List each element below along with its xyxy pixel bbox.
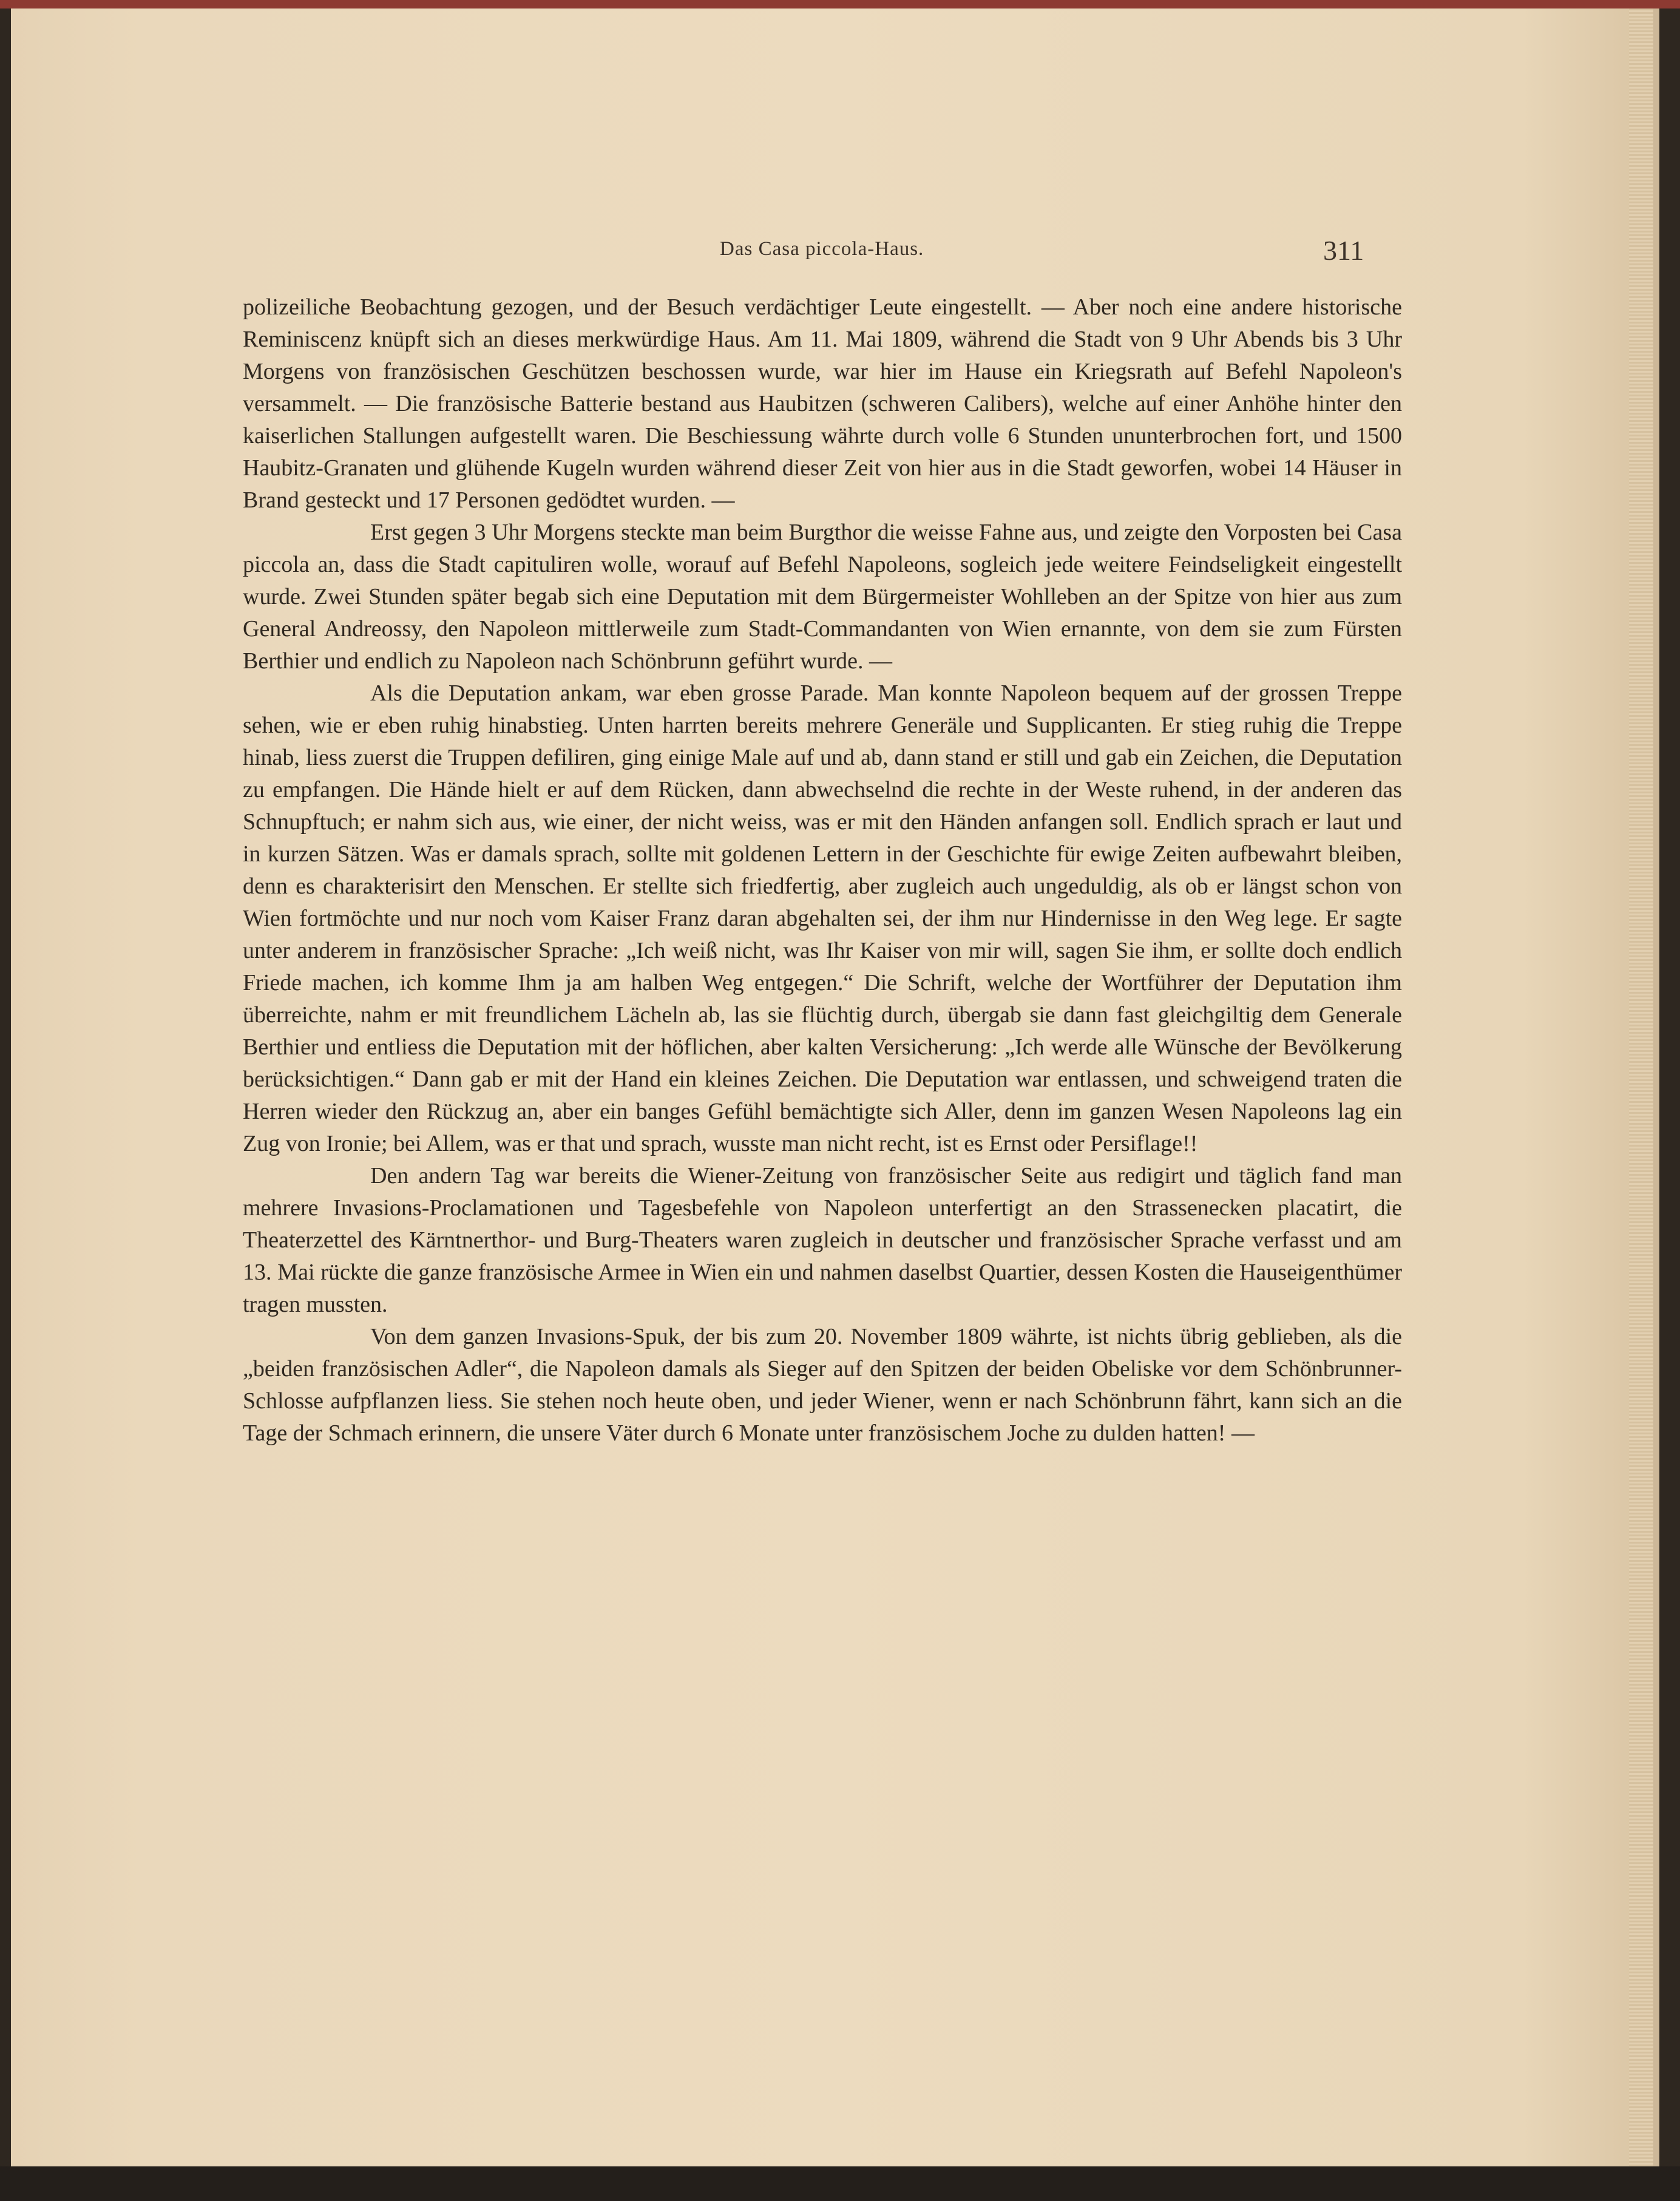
paragraph-5: Von dem ganzen Invasions-Spuk, der bis zum 20. November 1809 währte, ist nichts übrig geblieben, als die „beiden französischen Adler“, die Napoleon damals als Sieger auf den Spitzen der beiden Obeliske vor dem Schönbrunner-Schlosse aufpflanzen liess. Sie stehen noch heute oben, und jeder Wiener, wenn er nach Schönbrunn fährt, kann sich an die Tage der Schmach erinnern, die unsere Väter durch 6 Monate unter französischem Joche zu dulden hatten! — [243, 1324, 1402, 1446]
body-text [243, 291, 1402, 1809]
page-edge [1629, 8, 1653, 2166]
paragraph-2: Erst gegen 3 Uhr Morgens steckte man beim Burgthor die weisse Fahne aus, und zeigte den Vorposten bei Casa piccola an, dass die Stadt capituliren wolle, worauf auf Befehl Napoleons, sogleich jede weitere Feindseligkeit eingestellt wurde. Zwei Stunden später begab sich eine Deputation mit dem Bürgermeister Wohlleben an der Spitze von hier aus zum General Andreossy, den Napoleon mittlerweile zum Stadt-Commandanten von Wien ernannte, von dem sie zum Fürsten Berthier und endlich zu Napoleon nach Schönbrunn geführt wurde. — [243, 520, 1402, 674]
paragraph-3: Als die Deputation ankam, war eben grosse Parade. Man konnte Napoleon bequem auf der grossen Treppe sehen, wie er eben ruhig hinabstieg. Unten harrten bereits mehrere Generäle und Supplicanten. Er stieg ruhig die Treppe hinab, liess zuerst die Truppen defiliren, ging einige Male auf und ab, dann stand er still und gab ein Zeichen, die Deputation zu empfangen. Die Hände hielt er auf dem Rücken, dann abwechselnd die rechte in der Weste ruhend, in der anderen das Schnupftuch; er nahm sich aus, wie einer, der nicht weiss, was er mit den Händen anfangen soll. Endlich sprach er laut und in kurzen Sätzen. Was er damals sprach, sollte mit goldenen Lettern in der Geschichte für ewige Zeiten aufbewahrt bleiben, denn es charakterisirt den Menschen. Er stellte sich friedfertig, aber zugleich auch ungeduldig, als ob er längst schon von Wien fortmöchte und nur noch vom Kaiser Franz daran abgehalten sei, der ihm nur Hindernisse in den Weg lege. Er sagte unter anderem in französischer Sprache: „Ich weiß nicht, was Ihr Kaiser von mir will, sagen Sie ihm, er sollte doch endlich Friede machen, ich komme Ihm ja am halben Weg entgegen.“ Die Schrift, welche der Wortführer der Deputation ihm überreichte, nahm er mit freundlichem Lächeln ab, las sie flüchtig durch, übergab sie dann fast gleichgiltig dem Generale Berthier und entliess die Deputation mit der höflichen, aber kalten Versicherung: „Ich werde alle Wünsche der Bevölkerung berücksichtigen.“ Dann gab er mit der Hand ein kleines Zeichen. Die Deputation war entlassen, und schweigend traten die Herren wieder den Rückzug an, aber ein banges Gefühl bemächtigte sich Aller, denn im ganzen Wesen Napoleons lag ein Zug von Ironie; bei Allem, was er that und sprach, wusste man nicht recht, ist es Ernst oder Persiflage!! [243, 680, 1402, 1156]
scan-bottom-margin [0, 2166, 1680, 2201]
book-cover-edge [0, 0, 1680, 8]
paragraph-4: Den andern Tag war bereits die Wiener-Zeitung von französischer Seite aus redigirt und täglich fand man mehrere Invasions-Proclamationen und Tagesbefehle von Napoleon unterfertigt an den Strassenecken placatirt, die Theaterzettel des Kärntnerthor- und Burg-Theaters waren zugleich in deutscher und französischer Sprache verfasst und am 13. Mai rückte die ganze französische Armee in Wien ein und nahmen daselbst Quartier, dessen Kosten die Hauseigenthümer tragen mussten. [243, 1163, 1402, 1317]
page-number: 311 [1323, 235, 1364, 266]
running-title: Das Casa piccola-Haus. [720, 238, 924, 260]
paragraph-1: polizeiliche Beobachtung gezogen, und der Besuch verdächtiger Leute eingestellt. — Aber noch eine andere historische Reminiscenz knüpft sich an dieses merkwürdige Haus. Am 11. Mai 1809, während die Stadt von 9 Uhr Abends bis 3 Uhr Morgens von französischen Geschützen beschossen wurde, war hier im Hause ein Kriegsrath auf Befehl Napoleon's versammelt. — Die französische Batterie bestand aus Haubitzen (schweren Calibers), welche auf einer Anhöhe hinter den kaiserlichen Stallungen aufgestellt waren. Die Beschiessung währte durch volle 6 Stunden ununterbrochen fort, und 1500 Haubitz-Granaten und glühende Kugeln wurden während dieser Zeit von hier aus in die Stadt geworfen, wobei 14 Häuser in Brand gesteckt und 17 Personen gedödtet wurden. — [243, 294, 1402, 513]
